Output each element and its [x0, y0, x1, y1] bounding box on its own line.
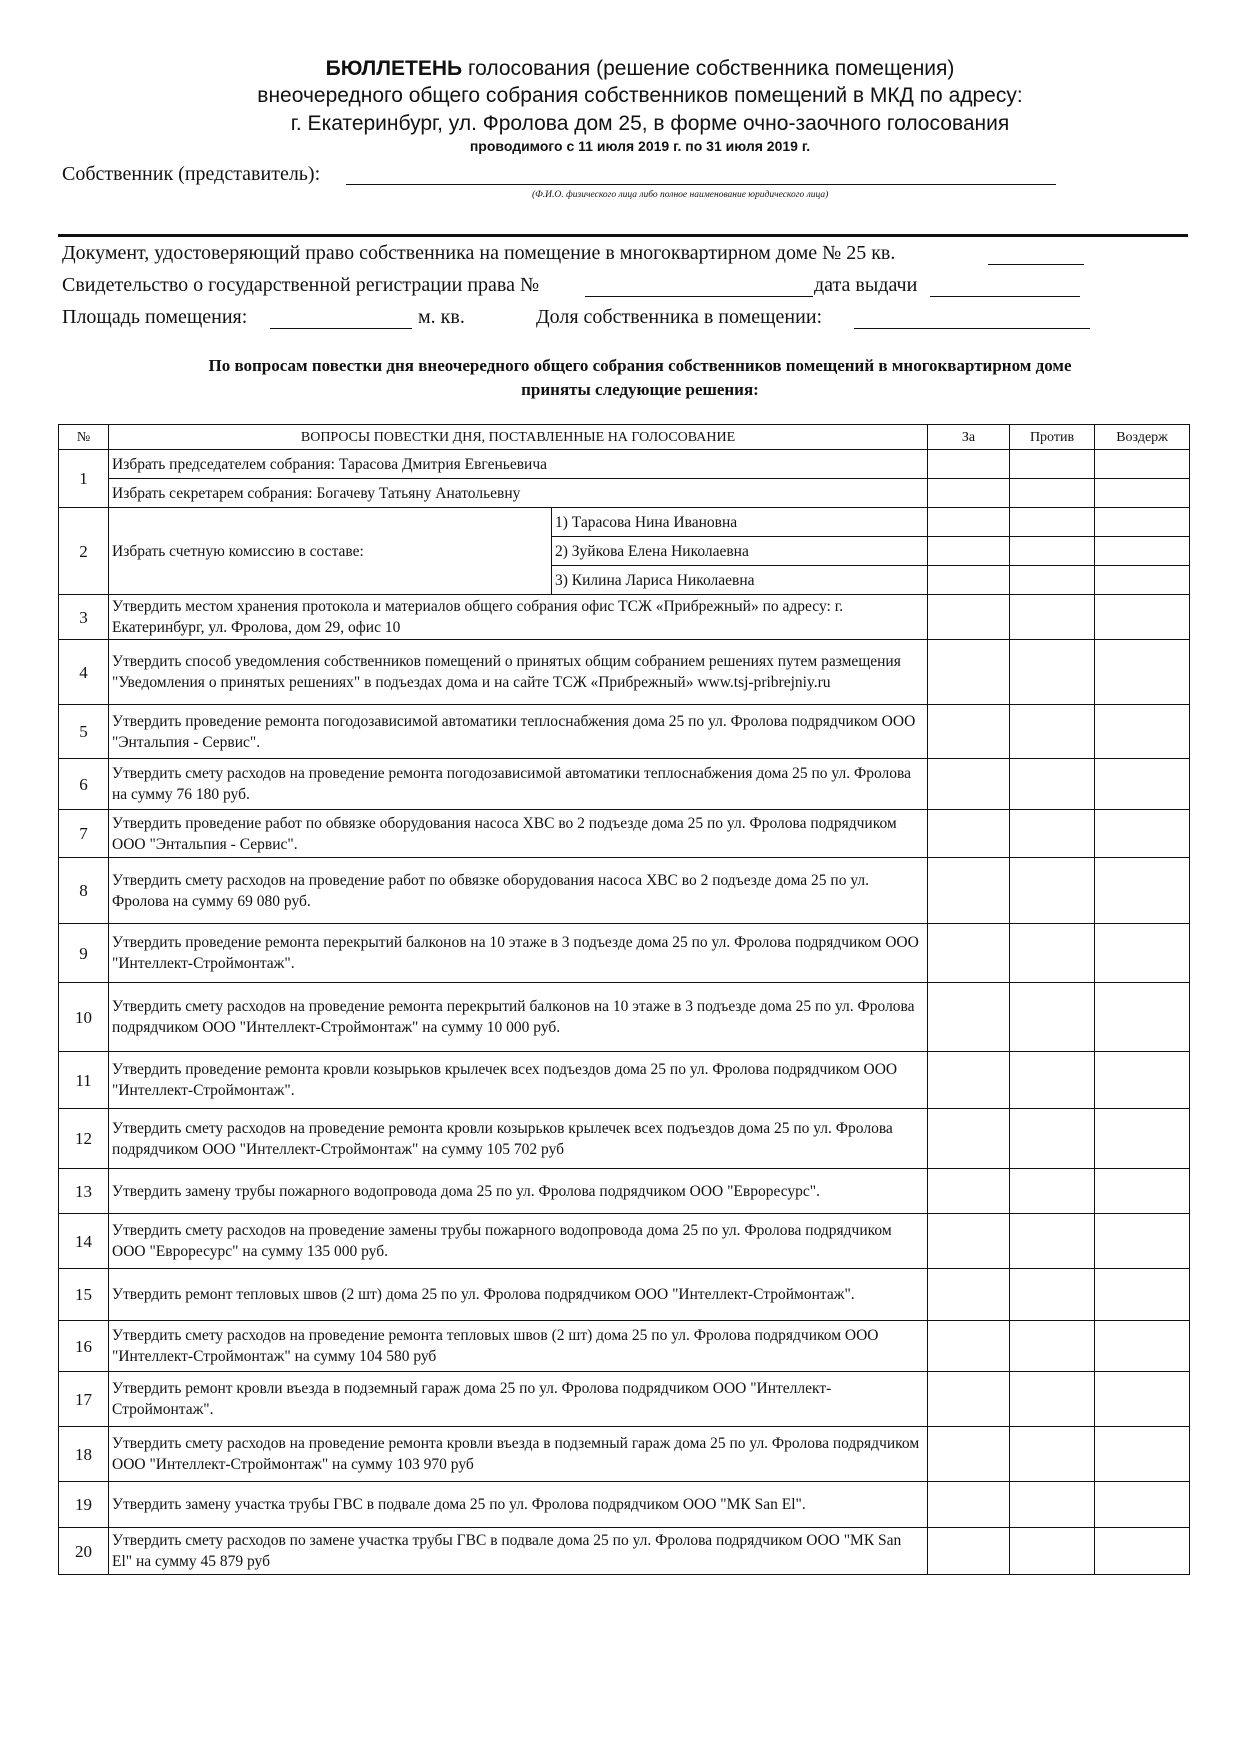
question-number: 15: [59, 1269, 109, 1321]
vote-abstain-cell[interactable]: [1095, 595, 1190, 640]
question-text: Утвердить проведение работ по обвязке оборудования насоса ХВС во 2 подъезде дома 25 по ул. Фролова подрядчиком ООО "Энтальпия - Сервис".: [109, 810, 928, 858]
section-divider: [58, 234, 1188, 237]
owner-label: Собственник (представитель):: [62, 163, 321, 185]
question-number: 18: [59, 1427, 109, 1482]
question-text: Утвердить проведение ремонта перекрытий балконов на 10 этаже в 3 подъезде дома 25 по ул. Фролова подрядчиком ООО "Интеллект-Строймонтаж".: [109, 924, 928, 983]
table-row: [59, 1052, 1190, 1109]
vote-for-cell[interactable]: [928, 595, 1010, 640]
question-text: Утвердить смету расходов по замене участка трубы ГВС в подвале дома 25 по ул. Фролова подрядчиком ООО "МК San El" на сумму 45 879 руб: [109, 1528, 928, 1575]
table-header-row: [59, 425, 1190, 450]
vote-against-cell[interactable]: [1010, 1052, 1095, 1109]
table-row: [59, 508, 1190, 537]
vote-for-cell[interactable]: [928, 566, 1010, 595]
ballot-table: [58, 424, 1190, 1575]
vote-for-cell[interactable]: [928, 1372, 1010, 1427]
ballot-subtitle: внеочередного общего собрания собственников помещений в МКД по адресу:: [257, 84, 1023, 107]
table-row: [59, 1482, 1190, 1528]
vote-against-cell[interactable]: [1010, 759, 1095, 810]
table-row: [59, 1528, 1190, 1575]
vote-against-cell[interactable]: [1010, 595, 1095, 640]
question-number: 16: [59, 1321, 109, 1372]
question-text: Утвердить местом хранения протокола и материалов общего собрания офис ТСЖ «Прибрежный» по адресу: г. Екатеринбург, ул. Фролова, дом 29, офис 10: [109, 595, 928, 640]
table-row: [59, 595, 1190, 640]
table-row: [59, 640, 1190, 705]
certificate-date-label: дата выдачи: [814, 274, 918, 296]
vote-for-cell[interactable]: [928, 1269, 1010, 1321]
vote-against-cell[interactable]: [1010, 858, 1095, 924]
question-text: Утвердить смету расходов на проведение ремонта кровли козырьков крылечек всех подъездов дома 25 по ул. Фролова подрядчиком ООО "Интеллект-Строймонтаж" на сумму 105 702 руб: [109, 1109, 928, 1169]
question-number: 12: [59, 1109, 109, 1169]
vote-for-cell[interactable]: [928, 508, 1010, 537]
ballot-title: [0, 57, 1240, 81]
table-row: [59, 1269, 1190, 1321]
table-row: [59, 810, 1190, 858]
question-text: Утвердить смету расходов на проведение ремонта погодозависимой автоматики теплоснабжения дома 25 по ул. Фролова на сумму 76 180 руб.: [109, 759, 928, 810]
vote-for-cell[interactable]: [928, 1528, 1010, 1575]
vote-against-cell[interactable]: [1010, 537, 1095, 566]
vote-for-cell[interactable]: [928, 1109, 1010, 1169]
question-number: 20: [59, 1528, 109, 1575]
vote-abstain-cell[interactable]: [1095, 640, 1190, 705]
vote-against-cell[interactable]: [1010, 1427, 1095, 1482]
header-against: Против: [1010, 425, 1095, 450]
vote-abstain-cell[interactable]: [1095, 450, 1190, 479]
table-row: [59, 759, 1190, 810]
question-number: 14: [59, 1214, 109, 1269]
table-row: [59, 983, 1190, 1052]
vote-abstain-cell[interactable]: [1095, 759, 1190, 810]
table-row: [59, 1427, 1190, 1482]
vote-for-cell[interactable]: [928, 1427, 1010, 1482]
vote-for-cell[interactable]: [928, 983, 1010, 1052]
vote-against-cell[interactable]: [1010, 1169, 1095, 1214]
vote-against-cell[interactable]: [1010, 810, 1095, 858]
question-number: 10: [59, 983, 109, 1052]
vote-for-cell[interactable]: [928, 479, 1010, 508]
question-text: Утвердить замену трубы пожарного водопровода дома 25 по ул. Фролова подрядчиком ООО "Евроресурс".: [109, 1169, 928, 1214]
vote-against-cell[interactable]: [1010, 479, 1095, 508]
vote-abstain-cell[interactable]: [1095, 705, 1190, 759]
vote-against-cell[interactable]: [1010, 1269, 1095, 1321]
vote-abstain-cell[interactable]: [1095, 1169, 1190, 1214]
question-text: Утвердить смету расходов на проведение ремонта перекрытий балконов на 10 этаже в 3 подъезде дома 25 по ул. Фролова подрядчиком ООО "Интеллект-Строймонтаж" на сумму 10 000 руб.: [109, 983, 928, 1052]
question-number: 13: [59, 1169, 109, 1214]
agenda-intro: [0, 354, 1240, 402]
table-row: [59, 1372, 1190, 1427]
vote-abstain-cell[interactable]: [1095, 983, 1190, 1052]
question-number: 6: [59, 759, 109, 810]
question-text: Утвердить способ уведомления собственников помещений о принятых общим собранием решениях путем размещения "Уведомления о принятых решениях" в подъездах дома и на сайте ТСЖ «Прибрежный» www.tsj-pribrejniy.ru: [109, 640, 928, 705]
table-row: [59, 450, 1190, 479]
vote-abstain-cell[interactable]: [1095, 1321, 1190, 1372]
question-number: 2: [59, 508, 109, 595]
table-row: [59, 1214, 1190, 1269]
question-text: Утвердить замену участка трубы ГВС в подвале дома 25 по ул. Фролова подрядчиком ООО "МК San El".: [109, 1482, 928, 1528]
vote-for-cell[interactable]: [928, 450, 1010, 479]
header-abstain: Воздерж: [1095, 425, 1190, 450]
question-text: Избрать счетную комиссию в составе:: [109, 508, 552, 595]
question-text: Утвердить смету расходов на проведение работ по обвязке оборудования насоса ХВС во 2 подъезде дома 25 по ул. Фролова на сумму 69 080 руб.: [109, 858, 928, 924]
table-row: [59, 1321, 1190, 1372]
commission-member: 1) Тарасова Нина Ивановна: [552, 508, 928, 537]
area-label: Площадь помещения:: [62, 306, 248, 328]
vote-against-cell[interactable]: [1010, 640, 1095, 705]
commission-member: 2) Зуйкова Елена Николаевна: [552, 537, 928, 566]
question-text: Утвердить ремонт кровли въезда в подземный гараж дома 25 по ул. Фролова подрядчиком ООО "Интеллект-Строймонтаж".: [109, 1372, 928, 1427]
header-num: №: [59, 425, 109, 450]
vote-for-cell[interactable]: [928, 705, 1010, 759]
vote-against-cell[interactable]: [1010, 1214, 1095, 1269]
table-row: [59, 705, 1190, 759]
vote-abstain-cell[interactable]: [1095, 924, 1190, 983]
question-text: Утвердить проведение ремонта погодозависимой автоматики теплоснабжения дома 25 по ул. Фролова подрядчиком ООО "Энтальпия - Сервис".: [109, 705, 928, 759]
vote-against-cell[interactable]: [1010, 924, 1095, 983]
vote-against-cell[interactable]: [1010, 450, 1095, 479]
vote-abstain-cell[interactable]: [1095, 566, 1190, 595]
share-label: Доля собственника в помещении:: [536, 306, 823, 328]
document-label: Документ, удостоверяющий право собственника на помещение в многоквартирном доме № 25 кв.: [62, 242, 896, 264]
vote-for-cell[interactable]: [928, 1482, 1010, 1528]
title-bold: БЮЛЛЕТЕНЬ: [325, 57, 463, 80]
certificate-number-field[interactable]: [585, 296, 813, 297]
question-number: 8: [59, 858, 109, 924]
vote-against-cell[interactable]: [1010, 566, 1095, 595]
vote-abstain-cell[interactable]: [1095, 1427, 1190, 1482]
vote-abstain-cell[interactable]: [1095, 810, 1190, 858]
vote-against-cell[interactable]: [1010, 508, 1095, 537]
vote-against-cell[interactable]: [1010, 705, 1095, 759]
vote-abstain-cell[interactable]: [1095, 1528, 1190, 1575]
header-for: За: [928, 425, 1010, 450]
ballot-address: г. Екатеринбург, ул. Фролова дом 25, в форме очно-заочного голосования: [290, 112, 1010, 135]
question-number: 7: [59, 810, 109, 858]
vote-abstain-cell[interactable]: [1095, 1482, 1190, 1528]
vote-abstain-cell[interactable]: [1095, 1052, 1190, 1109]
agenda-intro-line2: приняты следующие решения:: [521, 380, 759, 399]
owner-field[interactable]: [346, 184, 1056, 185]
question-text: Утвердить смету расходов на проведение ремонта тепловых швов (2 шт) дома 25 по ул. Фролова подрядчиком ООО "Интеллект-Строймонтаж" на сумму 104 580 руб: [109, 1321, 928, 1372]
title-rest: голосования (решение собственника помещения): [462, 57, 955, 80]
vote-abstain-cell[interactable]: [1095, 1109, 1190, 1169]
question-text: Утвердить проведение ремонта кровли козырьков крылечек всех подъездов дома 25 по ул. Фролова подрядчиком ООО "Интеллект-Строймонтаж".: [109, 1052, 928, 1109]
apartment-number-field[interactable]: [988, 264, 1084, 265]
question-number: 17: [59, 1372, 109, 1427]
vote-for-cell[interactable]: [928, 810, 1010, 858]
vote-abstain-cell[interactable]: [1095, 1214, 1190, 1269]
vote-abstain-cell[interactable]: [1095, 1372, 1190, 1427]
question-number: 19: [59, 1482, 109, 1528]
table-row: [59, 924, 1190, 983]
vote-against-cell[interactable]: [1010, 1528, 1095, 1575]
vote-abstain-cell[interactable]: [1095, 858, 1190, 924]
commission-member: 3) Килина Лариса Николаевна: [552, 566, 928, 595]
question-number: 11: [59, 1052, 109, 1109]
vote-for-cell[interactable]: [928, 537, 1010, 566]
question-text: Избрать секретарем собрания: Богачеву Татьяну Анатольевну: [109, 479, 928, 508]
vote-for-cell[interactable]: [928, 924, 1010, 983]
area-unit: м. кв.: [418, 306, 465, 328]
vote-abstain-cell[interactable]: [1095, 479, 1190, 508]
question-number: 9: [59, 924, 109, 983]
ballot-period: проводимого с 11 июля 2019 г. по 31 июля 2019 г.: [469, 138, 811, 154]
vote-against-cell[interactable]: [1010, 983, 1095, 1052]
question-text: Избрать председателем собрания: Тарасова Дмитрия Евгеньевича: [109, 450, 928, 479]
vote-for-cell[interactable]: [928, 1169, 1010, 1214]
table-row: [59, 858, 1190, 924]
vote-against-cell[interactable]: [1010, 1321, 1095, 1372]
table-row: [59, 479, 1190, 508]
area-field[interactable]: [270, 328, 412, 329]
question-number: 4: [59, 640, 109, 705]
question-text: Утвердить смету расходов на проведение замены трубы пожарного водопровода дома 25 по ул. Фролова подрядчиком ООО "Евроресурс" на сумму 135 000 руб.: [109, 1214, 928, 1269]
vote-for-cell[interactable]: [928, 1052, 1010, 1109]
header-question: ВОПРОСЫ ПОВЕСТКИ ДНЯ, ПОСТАВЛЕННЫЕ НА ГОЛОСОВАНИЕ: [109, 425, 928, 450]
question-number: 5: [59, 705, 109, 759]
owner-hint: (Ф.И.О. физического лица либо полное наименование юридического лица): [532, 190, 829, 200]
vote-for-cell[interactable]: [928, 858, 1010, 924]
vote-for-cell[interactable]: [928, 759, 1010, 810]
vote-for-cell[interactable]: [928, 640, 1010, 705]
question-number: 3: [59, 595, 109, 640]
vote-abstain-cell[interactable]: [1095, 537, 1190, 566]
table-row: [59, 1109, 1190, 1169]
vote-abstain-cell[interactable]: [1095, 1269, 1190, 1321]
vote-against-cell[interactable]: [1010, 1109, 1095, 1169]
agenda-intro-line1: По вопросам повестки дня внеочередного общего собрания собственников помещений в многоквартирном доме: [208, 356, 1072, 375]
question-number: 1: [59, 450, 109, 508]
question-text: Утвердить ремонт тепловых швов (2 шт) дома 25 по ул. Фролова подрядчиком ООО "Интеллект-Строймонтаж".: [109, 1269, 928, 1321]
certificate-date-field[interactable]: [930, 296, 1080, 297]
vote-for-cell[interactable]: [928, 1321, 1010, 1372]
vote-against-cell[interactable]: [1010, 1372, 1095, 1427]
vote-against-cell[interactable]: [1010, 1482, 1095, 1528]
table-row: [59, 1169, 1190, 1214]
certificate-label: Свидетельство о государственной регистрации права №: [62, 274, 540, 296]
question-text: Утвердить смету расходов на проведение ремонта кровли въезда в подземный гараж дома 25 по ул. Фролова подрядчиком ООО "Интеллект-Строймонтаж" на сумму 103 970 руб: [109, 1427, 928, 1482]
share-field[interactable]: [854, 328, 1090, 329]
vote-abstain-cell[interactable]: [1095, 508, 1190, 537]
vote-for-cell[interactable]: [928, 1214, 1010, 1269]
